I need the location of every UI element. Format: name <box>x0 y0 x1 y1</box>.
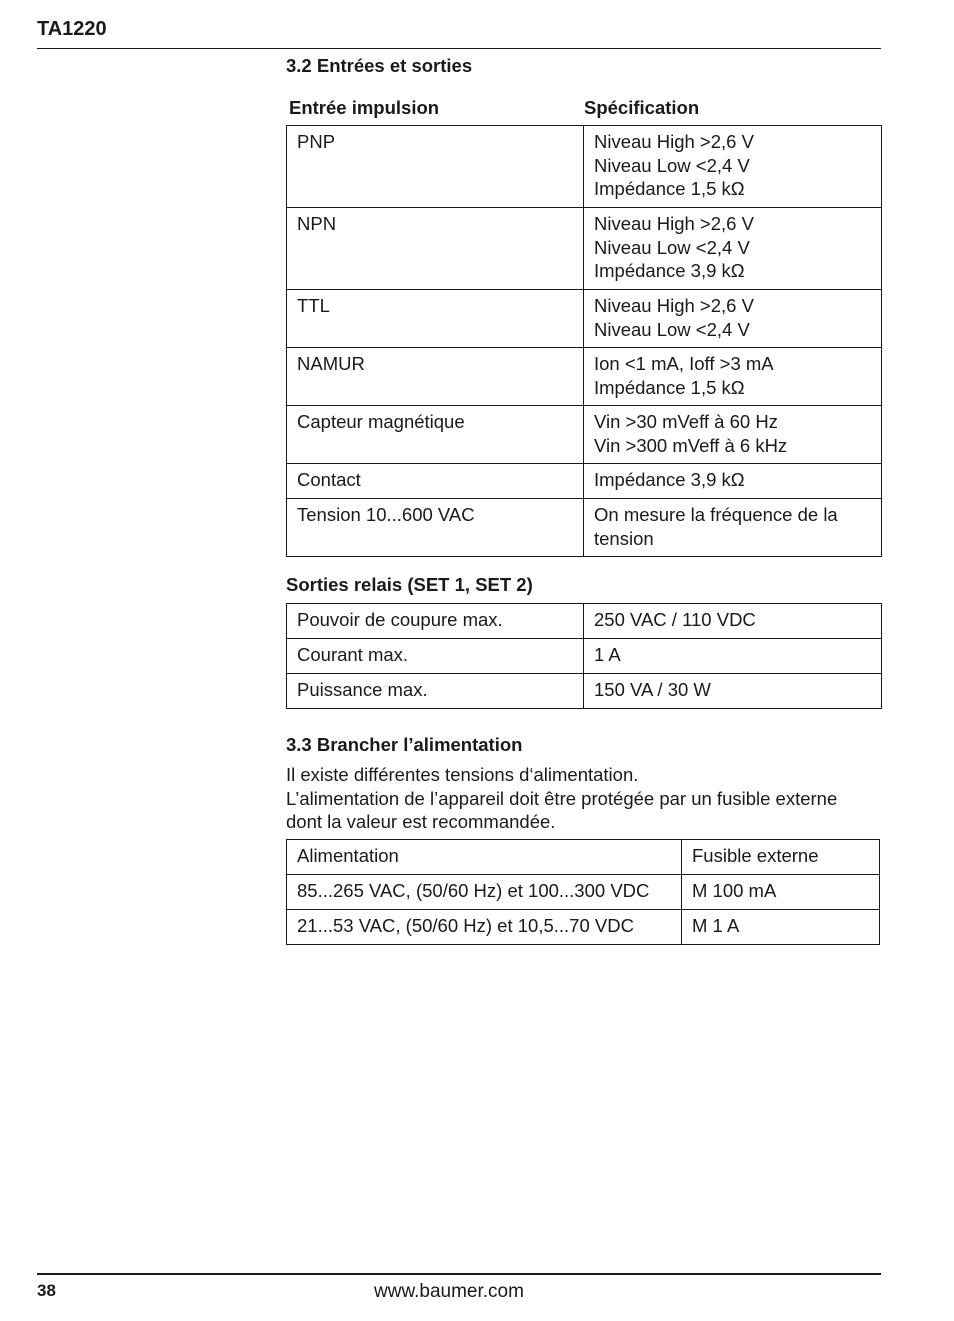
relay-label-cell: Courant max. <box>287 639 584 674</box>
input-type-cell: Tension 10...600 VAC <box>287 499 584 557</box>
spec-line: Impédance 3,9 kΩ <box>594 260 745 281</box>
table-row <box>287 639 882 674</box>
relay-value-cell: 250 VAC / 110 VDC <box>584 604 882 639</box>
inputs-table <box>286 125 882 557</box>
spec-line: Niveau Low <2,4 V <box>594 318 750 340</box>
spec-cell <box>584 464 882 499</box>
spec-cell <box>584 208 882 290</box>
spec-line: Niveau Low <2,4 V <box>594 154 750 176</box>
column-header-supply: Alimentation <box>287 840 682 875</box>
spec-cell <box>584 126 882 208</box>
relay-label-cell: Pouvoir de coupure max. <box>287 604 584 639</box>
table-row <box>287 348 882 406</box>
spec-cell <box>584 499 882 557</box>
fuse-cell: M 1 A <box>682 910 880 945</box>
input-type-cell: Contact <box>287 464 584 499</box>
document-title: TA1220 <box>37 18 107 40</box>
spec-line: Niveau Low <2,4 V <box>594 236 750 258</box>
table-row <box>287 604 882 639</box>
section-heading-3-3: 3.3 Brancher l’alimentation <box>286 734 523 755</box>
spec-line: Impédance 3,9 kΩ <box>594 469 745 490</box>
column-header-fuse: Fusible externe <box>682 840 880 875</box>
power-paragraph <box>286 763 886 834</box>
table-row <box>287 840 880 875</box>
table-row <box>287 406 882 464</box>
table-row <box>287 208 882 290</box>
header-divider <box>37 48 881 49</box>
supply-cell: 85...265 VAC, (50/60 Hz) et 100...300 VDC <box>287 875 682 910</box>
table-row <box>287 674 882 709</box>
spec-line: Niveau High >2,6 V <box>594 295 754 316</box>
relay-label-cell: Puissance max. <box>287 674 584 709</box>
paragraph-line: L’alimentation de l’appareil doit être protégée par un fusible externe <box>286 787 838 809</box>
footer-url: www.baumer.com <box>374 1281 524 1302</box>
input-type-cell: Capteur magnétique <box>287 406 584 464</box>
spec-line: tension <box>594 527 654 549</box>
table-row <box>287 290 882 348</box>
fuse-cell: M 100 mA <box>682 875 880 910</box>
spec-cell <box>584 348 882 406</box>
spec-line: Vin >30 mVeff à 60 Hz <box>594 411 778 432</box>
table-row <box>287 499 882 557</box>
table-row <box>287 875 880 910</box>
page-number: 38 <box>37 1281 56 1300</box>
column-header-input: Entrée impulsion <box>289 97 440 118</box>
spec-cell <box>584 406 882 464</box>
spec-line: Impédance 1,5 kΩ <box>594 376 745 398</box>
spec-line: Niveau High >2,6 V <box>594 213 754 234</box>
spec-cell <box>584 290 882 348</box>
spec-line: Vin >300 mVeff à 6 kHz <box>594 434 788 456</box>
input-type-cell: PNP <box>287 126 584 208</box>
table-row <box>287 126 882 208</box>
input-type-cell: NAMUR <box>287 348 584 406</box>
section-heading-3-2: 3.2 Entrées et sorties <box>286 55 473 76</box>
spec-line: Ion <1 mA, Ioff >3 mA <box>594 353 774 374</box>
relay-table <box>286 603 882 709</box>
relay-value-cell: 1 A <box>584 639 882 674</box>
relay-value-cell: 150 VA / 30 W <box>584 674 882 709</box>
spec-line: Niveau High >2,6 V <box>594 131 754 152</box>
spec-line: On mesure la fréquence de la <box>594 504 838 525</box>
table-row <box>287 464 882 499</box>
paragraph-line: Il existe différentes tensions d‘alimentation. <box>286 764 639 785</box>
supply-cell: 21...53 VAC, (50/60 Hz) et 10,5...70 VDC <box>287 910 682 945</box>
input-type-cell: NPN <box>287 208 584 290</box>
power-table <box>286 839 880 945</box>
table-row <box>287 910 880 945</box>
input-type-cell: TTL <box>287 290 584 348</box>
column-header-spec: Spécification <box>584 97 700 118</box>
paragraph-line: dont la valeur est recommandée. <box>286 811 556 832</box>
relay-heading: Sorties relais (SET 1, SET 2) <box>286 574 533 595</box>
footer-divider <box>37 1273 881 1275</box>
spec-line: Impédance 1,5 kΩ <box>594 178 745 199</box>
